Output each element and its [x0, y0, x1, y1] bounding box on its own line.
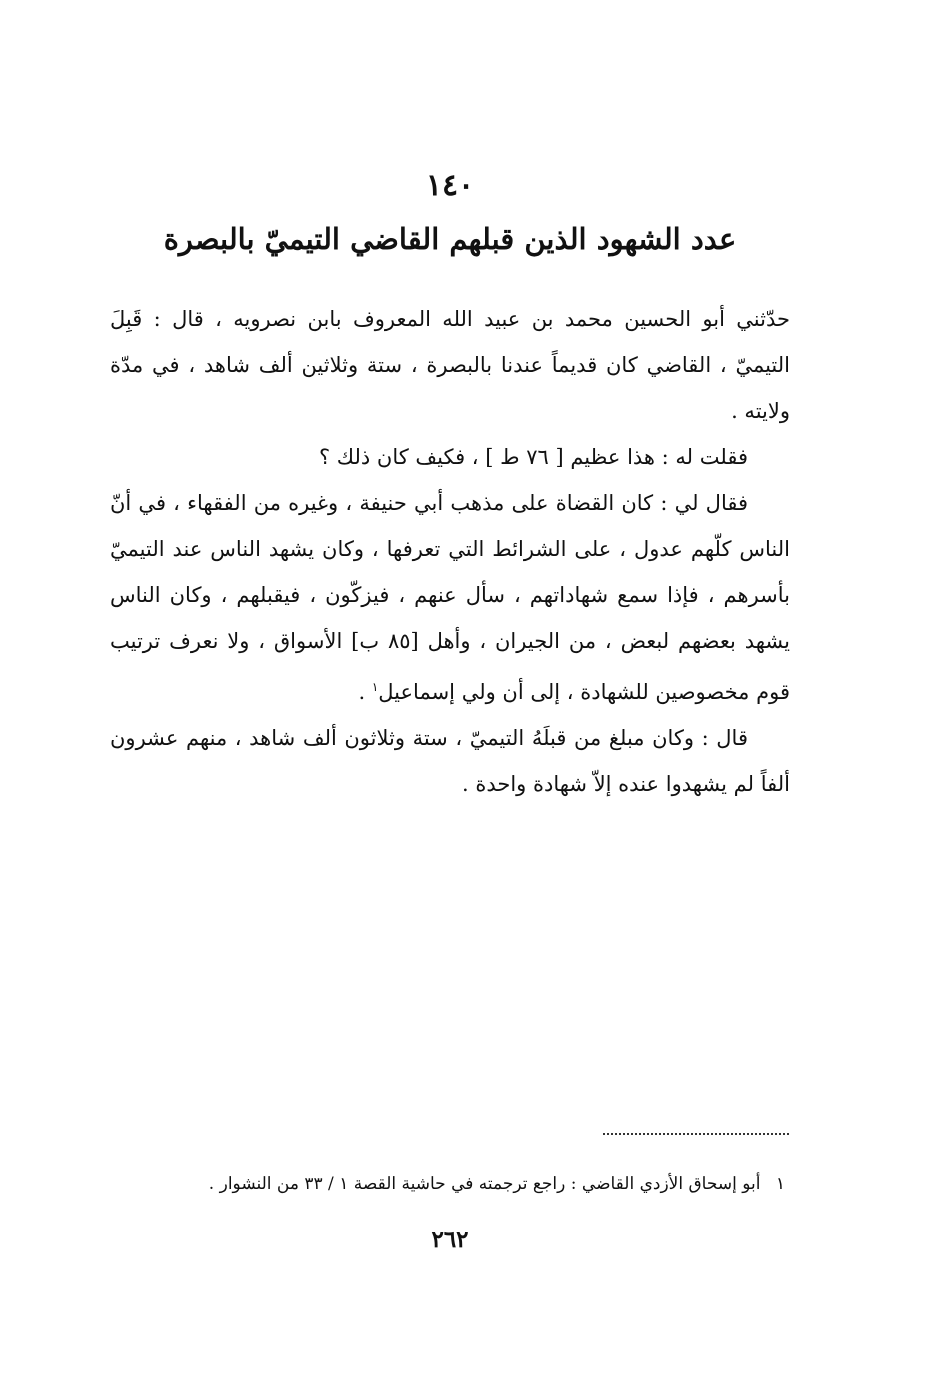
page-number: ٢٦٢: [431, 1226, 469, 1253]
footnote-reference[interactable]: ١: [371, 680, 379, 694]
paragraph-3: [110, 480, 790, 715]
paragraph-2: فقلت له : هذا عظيم [ ٧٦ ط ] ، فكيف كان ذلك ؟: [318, 445, 748, 469]
section-number: ١٤٠: [425, 168, 475, 203]
footnote-divider: [603, 1133, 789, 1135]
paragraph-1: حدّثني أبو الحسين محمد بن عبيد الله المعروف بابن نصرويه ، قال : قَبِلَ التيميّ ، القاضي كان قديماً عندنا بالبصرة ، ستة وثلاثين ألف شاهد ، في مدّة ولايته .: [110, 307, 790, 423]
paragraph-3-end: .: [358, 680, 372, 704]
footnote-text: أبو إسحاق الأزدي القاضي : راجع ترجمته في حاشية القصة ١ / ٣٣ من النشوار .: [208, 1174, 761, 1194]
footnote-number: ١: [775, 1174, 785, 1194]
paragraph-4: قال : وكان مبلغ من قبلَهُ التيميّ ، ستة وثلاثون ألف شاهد ، منهم عشرون ألفاً لم يشهدوا عنده إلاّ شهادة واحدة .: [110, 726, 790, 796]
main-text: [110, 296, 790, 807]
footnote: [150, 1170, 785, 1198]
paragraph-3-text: فقال لي : كان القضاة على مذهب أبي حنيفة ، وغيره من الفقهاء ، في أنّ الناس كلّهم عدول ، على الشرائط التي تعرفها ، وكان يشهد الناس عند التيميّ بأسرهم ، فإذا سمع شهاداتهم ، سأل عنهم ، فيزكّون ، فيقبلهم ، وكان الناس يشهد بعضهم لبعض ، من الجيران ، وأهل [٨٥ ب] الأسواق ، ولا نعرف ترتيب قوم مخصوصين للشهادة ، إلى أن ولي إسماعيل: [110, 491, 790, 704]
section-title: عدد الشهود الذين قبلهم القاضي التيميّ بالبصرة: [163, 222, 737, 256]
